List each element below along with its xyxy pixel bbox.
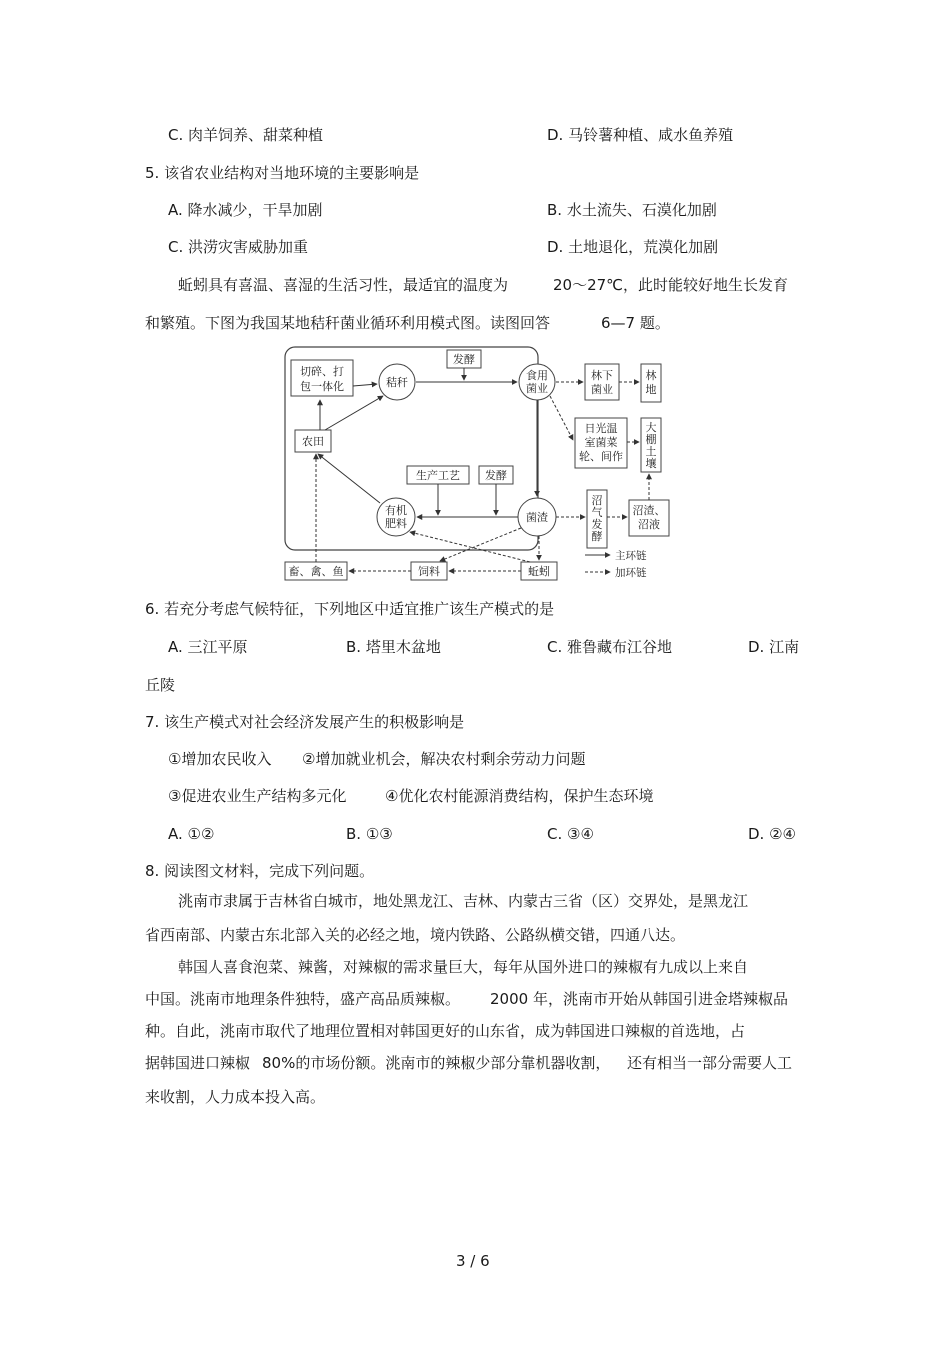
chop-label-2: 包一体化 xyxy=(300,380,344,393)
organic-label-2: 肥料 xyxy=(385,517,407,530)
arrow-chop-to-straw xyxy=(353,384,377,386)
forest-under-label-1: 林下 xyxy=(591,369,613,382)
q4-option-c: C. 肉羊饲养、甜菜种植 xyxy=(168,126,324,144)
intro-line1-b: 20～27℃，此时能较好地生长发育 xyxy=(553,276,789,294)
q8-para2-line1: 韩国人喜食泡菜、辣酱，对辣椒的需求量巨大，每年从国外进口的辣椒有九成以上来自 xyxy=(178,958,749,976)
ferment-top-label: 发酵 xyxy=(453,353,475,366)
chop-label-1: 切碎、打 xyxy=(300,365,344,378)
biogas-label-1: 沼 xyxy=(591,494,603,507)
q6-option-a: A. 三江平原 xyxy=(168,638,248,656)
organic-label-1: 有机 xyxy=(385,504,407,517)
biogas-residue-label-1: 沼渣、 xyxy=(632,504,666,517)
q6-stem: 6. 若充分考虑气候特征，下列地区中适宜推广该生产模式的是 xyxy=(145,600,555,618)
mushroom-label-1: 食用 xyxy=(526,369,548,382)
q8-para2-line2-a: 中国。洮南市地理条件独特，盛产高品质辣椒。 xyxy=(145,990,461,1008)
q8-para2-line4-a: 据韩国进口辣椒 xyxy=(145,1054,251,1072)
feed-label: 饲料 xyxy=(418,565,440,578)
q7-option-a: A. ①② xyxy=(168,825,215,843)
q7-stem: 7. 该生产模式对社会经济发展产生的积极影响是 xyxy=(145,713,465,731)
big-shed-label-2: 棚 xyxy=(645,433,657,446)
forest-label-1: 林 xyxy=(645,369,657,382)
q8-stem: 8. 阅读图文材料，完成下列问题。 xyxy=(145,862,375,880)
arrow-earthworm-to-organic xyxy=(410,532,530,562)
q8-para2-line3: 种。自此，洮南市取代了地理位置相对韩国更好的山东省，成为韩国进口辣椒的首选地，占 xyxy=(145,1022,746,1040)
arrow-organic-to-farmland xyxy=(318,454,380,503)
biogas-label-3: 发 xyxy=(591,518,603,531)
q4-option-d: D. 马铃薯种植、咸水鱼养殖 xyxy=(547,126,734,144)
residue-label: 菌渣 xyxy=(526,511,548,524)
q7-option-b: B. ①③ xyxy=(346,825,393,843)
mushroom-label-2: 菌业 xyxy=(526,382,548,395)
q5-option-d: D. 土地退化，荒漠化加剧 xyxy=(547,238,719,256)
q7-statement-1: ①增加农民收入 xyxy=(168,750,272,768)
legend-add-label: 加环链 xyxy=(615,567,647,579)
q5-option-c: C. 洪涝灾害威胁加重 xyxy=(168,238,309,256)
q8-para2-line5: 来收割，人力成本投入高。 xyxy=(145,1088,326,1106)
q8-para2-line2-b: 2000 年，洮南市开始从韩国引进金塔辣椒品 xyxy=(490,990,788,1008)
big-shed-label-4: 壤 xyxy=(645,457,657,470)
straw-label: 秸秆 xyxy=(386,376,408,389)
q8-para1-line1: 洮南市隶属于吉林省白城市，地处黑龙江、吉林、内蒙古三省（区）交界处，是黑龙江 xyxy=(178,892,749,910)
process-label: 生产工艺 xyxy=(416,469,460,482)
big-shed-label-1: 大 xyxy=(645,421,657,434)
page-number: 3 / 6 xyxy=(456,1252,490,1270)
q5-option-a: A. 降水减少，干旱加剧 xyxy=(168,201,323,219)
greenhouse-label-2: 室菌菜 xyxy=(584,436,618,449)
greenhouse-label-3: 轮、间作 xyxy=(579,450,623,463)
straw-mushroom-cycle-diagram xyxy=(280,342,675,587)
q8-para1-line2: 省西南部、内蒙古东北部入关的必经之地，境内铁路、公路纵横交错，四通八达。 xyxy=(145,926,686,944)
q8-para2-line4-b: 80%的市场份额。洮南市的辣椒少部分靠机器收割， xyxy=(262,1054,611,1072)
forest-label-2: 地 xyxy=(645,383,657,396)
legend-main-label: 主环链 xyxy=(615,550,647,562)
q6-option-d-continued: 丘陵 xyxy=(145,676,176,694)
livestock-label: 畜、禽、鱼 xyxy=(288,565,344,578)
q7-statement-3: ③促进农业生产结构多元化 xyxy=(168,787,347,805)
q6-option-c: C. 雅鲁藏布江谷地 xyxy=(547,638,673,656)
q7-option-c: C. ③④ xyxy=(547,825,594,843)
forest-under-label-2: 菌业 xyxy=(591,383,613,396)
biogas-residue-label-2: 沼液 xyxy=(638,518,660,531)
intro-line2-a: 和繁殖。下图为我国某地秸秆菌业循环利用模式图。读图回答 xyxy=(145,314,551,332)
greenhouse-label-1: 日光温 xyxy=(584,422,618,435)
q7-option-d: D. ②④ xyxy=(748,825,796,843)
arrow-mushroom-to-greenhouse xyxy=(550,396,573,440)
arrow-farmland-to-straw xyxy=(325,396,383,430)
biogas-label-2: 气 xyxy=(591,506,603,519)
q6-option-d: D. 江南 xyxy=(748,638,800,656)
earthworm-label: 蚯蚓 xyxy=(528,565,550,578)
q8-para2-line4-c: 还有相当一部分需要人工 xyxy=(627,1054,793,1072)
biogas-label-4: 酵 xyxy=(591,530,603,543)
intro-line2-b: 6—7 题。 xyxy=(601,314,670,332)
farmland-label: 农田 xyxy=(302,435,324,448)
arrow-residue-to-feed xyxy=(440,528,521,561)
ferment-mid-label: 发酵 xyxy=(485,469,507,482)
intro-line1-a: 蚯蚓具有喜温、喜湿的生活习性，最适宜的温度为 xyxy=(178,276,509,294)
q5-option-b: B. 水土流失、石漠化加剧 xyxy=(547,201,717,219)
q7-statement-2: ②增加就业机会，解决农村剩余劳动力问题 xyxy=(302,750,586,768)
q6-option-b: B. 塔里木盆地 xyxy=(346,638,441,656)
q5-stem: 5. 该省农业结构对当地环境的主要影响是 xyxy=(145,164,420,182)
big-shed-label-3: 土 xyxy=(645,445,657,458)
q7-statement-4: ④优化农村能源消费结构，保护生态环境 xyxy=(385,787,654,805)
